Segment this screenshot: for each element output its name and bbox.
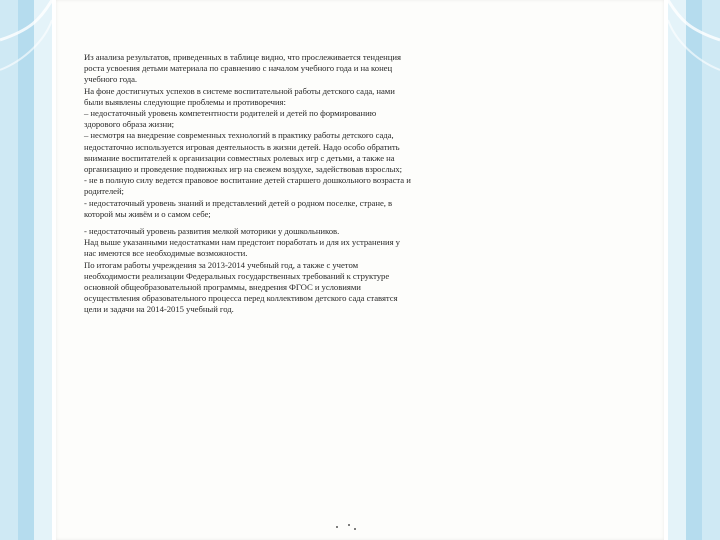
scan-speck	[354, 528, 356, 530]
text-line: – недостаточный уровень компетентности родителей и детей по формированию	[84, 108, 377, 119]
text-line: учебного года.	[84, 74, 138, 85]
text-line: основной общеобразовательной программы, внедрения ФГОС и условиями	[84, 282, 361, 293]
left-decorative-border	[0, 0, 52, 540]
text-line: По итогам работы учреждения за 2013-2014 учебный год, а также с учетом	[84, 259, 359, 270]
text-line: внимание воспитателей к организации совместных ролевых игр с детьми, а также на	[84, 152, 395, 163]
text-line: роста усвоения детьми материала по сравнению с началом учебного года и на конец	[84, 63, 393, 74]
text-line: которой мы живём и о самом себе;	[84, 208, 211, 219]
text-line: - недостаточный уровень развития мелкой моторики у дошкольников.	[84, 226, 340, 237]
text-line: организацию и проведение подвижных игр на свежем воздухе, задействовав взрослых;	[84, 164, 403, 175]
scan-speck	[336, 526, 338, 528]
left-swirl-decoration	[0, 0, 52, 540]
text-line: цели и задачи на 2014-2015 учебный год.	[84, 304, 234, 315]
scan-speck	[348, 524, 350, 526]
right-swirl-decoration	[668, 0, 720, 540]
text-line: здорового образа жизни;	[84, 119, 175, 130]
text-line: осуществления образовательного процесса перед коллективом детского сада ставятся	[84, 293, 398, 304]
right-decorative-border	[668, 0, 720, 540]
text-line: необходимости реализации Федеральных государственных требований к структуре	[84, 270, 390, 281]
text-line: Над выше указанными недостатками нам предстоит поработать и для их устранения у	[84, 237, 400, 248]
text-line: нас имеются все необходимые возможности.	[84, 248, 248, 259]
text-line: недостаточно используется игровая деятельность в жизни детей. Надо особо обратить	[84, 141, 400, 152]
text-line: – несмотря на внедрение современных технологий в практику работы детского сада,	[84, 130, 394, 141]
text-line: На фоне достигнутых успехов в системе воспитательной работы детского сада, нами	[84, 85, 395, 96]
text-line: родителей;	[84, 186, 124, 197]
text-line: - не в полную силу ведется правовое воспитание детей старшего дошкольного возраста и	[84, 175, 411, 186]
document-body	[84, 52, 546, 316]
text-line: Из анализа результатов, приведенных в таблице видно, что прослеживается тенденция	[84, 52, 401, 62]
text-line: были выявлены следующие проблемы и противоречия:	[84, 96, 286, 107]
text-line: - недостаточный уровень знаний и представлений детей о родном поселке, стране, в	[84, 197, 393, 208]
